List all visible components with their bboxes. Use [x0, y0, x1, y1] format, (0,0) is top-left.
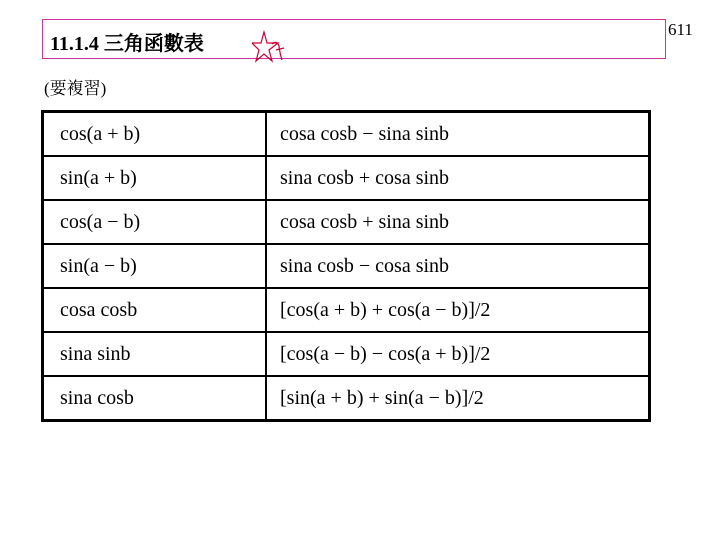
- trig-formula-table: [41, 110, 651, 422]
- formula-expression: cos(a + b): [43, 112, 267, 157]
- section-title: 11.1.4 三角函數表: [50, 33, 204, 55]
- formula-identity: cosa cosb + sina sinb: [266, 200, 650, 244]
- formula-identity: sina cosb + cosa sinb: [266, 156, 650, 200]
- page-number: 611: [668, 20, 693, 39]
- formula-identity: [sin(a + b) + sin(a − b)]/2: [266, 376, 650, 421]
- formula-expression: sina cosb: [43, 376, 267, 421]
- formula-identity: cosa cosb − sina sinb: [266, 112, 650, 157]
- formula-identity: [cos(a + b) + cos(a − b)]/2: [266, 288, 650, 332]
- table-row: [43, 156, 650, 200]
- table-row: [43, 112, 650, 157]
- formula-expression: sina sinb: [43, 332, 267, 376]
- formula-identity: sina cosb − cosa sinb: [266, 244, 650, 288]
- review-note: (要複習): [44, 79, 107, 98]
- table-row: [43, 288, 650, 332]
- formula-expression: sin(a + b): [43, 156, 267, 200]
- table-row: [43, 376, 650, 421]
- table-row: [43, 332, 650, 376]
- table-row: [43, 244, 650, 288]
- formula-expression: sin(a − b): [43, 244, 267, 288]
- formula-expression: cos(a − b): [43, 200, 267, 244]
- formula-expression: cosa cosb: [43, 288, 267, 332]
- formula-identity: [cos(a − b) − cos(a + b)]/2: [266, 332, 650, 376]
- star-annotation-icon: [252, 30, 288, 64]
- table-row: [43, 200, 650, 244]
